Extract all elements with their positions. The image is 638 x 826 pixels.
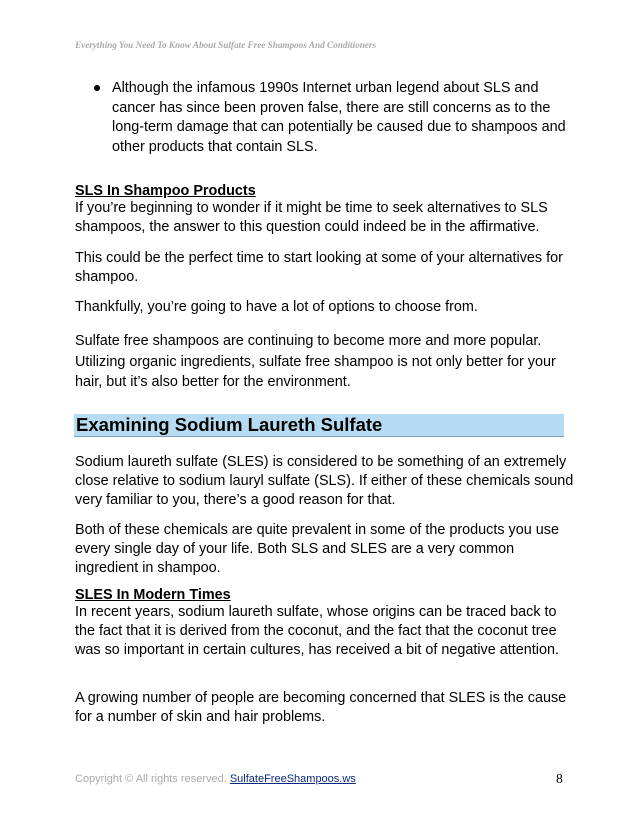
- subheading-sles-modern-times: SLES In Modern Times: [75, 587, 231, 603]
- running-header: Everything You Need To Know About Sulfate Free Shampoos And Conditioners: [75, 40, 377, 50]
- paragraph-5: Sodium laureth sulfate (SLES) is considered to be something of an extremely close relative to sodium lauryl sulfate (SLS). If either of these chemicals sound very familiar to you, there’s a good reason for that.: [75, 454, 574, 508]
- paragraph-4: Sulfate free shampoos are continuing to become more and more popular. Utilizing organic ingredients, sulfate free shampoo is not only better for your hair, but it’s also better for the environment.: [75, 333, 556, 390]
- paragraph-3: Thankfully, you’re going to have a lot of options to choose from.: [75, 299, 478, 315]
- paragraph-6: Both of these chemicals are quite prevalent in some of the products you use every single day of your life. Both SLS and SLES are a very common ingredient in shampoo.: [75, 522, 559, 576]
- section-title: Examining Sodium Laureth Sulfate: [76, 414, 383, 435]
- section-heading-bar: [74, 414, 564, 437]
- footer: [75, 773, 356, 785]
- paragraph-1: If you’re beginning to wonder if it might be time to seek alternatives to SLS shampoos, the answer to this question could indeed be in the affirmative.: [75, 200, 548, 235]
- paragraph-7: In recent years, sodium laureth sulfate, whose origins can be traced back to the fact that it is derived from the coconut, and the fact that the coconut tree was so important in certain cultures, has received a bit of negative attention.: [75, 604, 559, 658]
- website-link[interactable]: SulfateFreeShampoos.ws: [229, 773, 356, 785]
- bullet-icon: [94, 85, 100, 91]
- paragraph-8: A growing number of people are becoming concerned that SLES is the cause for a number of skin and hair problems.: [75, 690, 567, 725]
- paragraph-2: This could be the perfect time to start looking at some of your alternatives for shampoo.: [75, 250, 563, 285]
- copyright-text: Copyright © All rights reserved.: [75, 773, 227, 785]
- bullet-text: Although the infamous 1990s Internet urban legend about SLS and cancer has since been proven false, there are still concerns as to the long-term damage that can potentially be caused due to shampoos and other products that contain SLS.: [112, 80, 566, 155]
- subheading-sls-in-shampoo: SLS In Shampoo Products: [75, 183, 256, 199]
- page-number: 8: [556, 771, 563, 786]
